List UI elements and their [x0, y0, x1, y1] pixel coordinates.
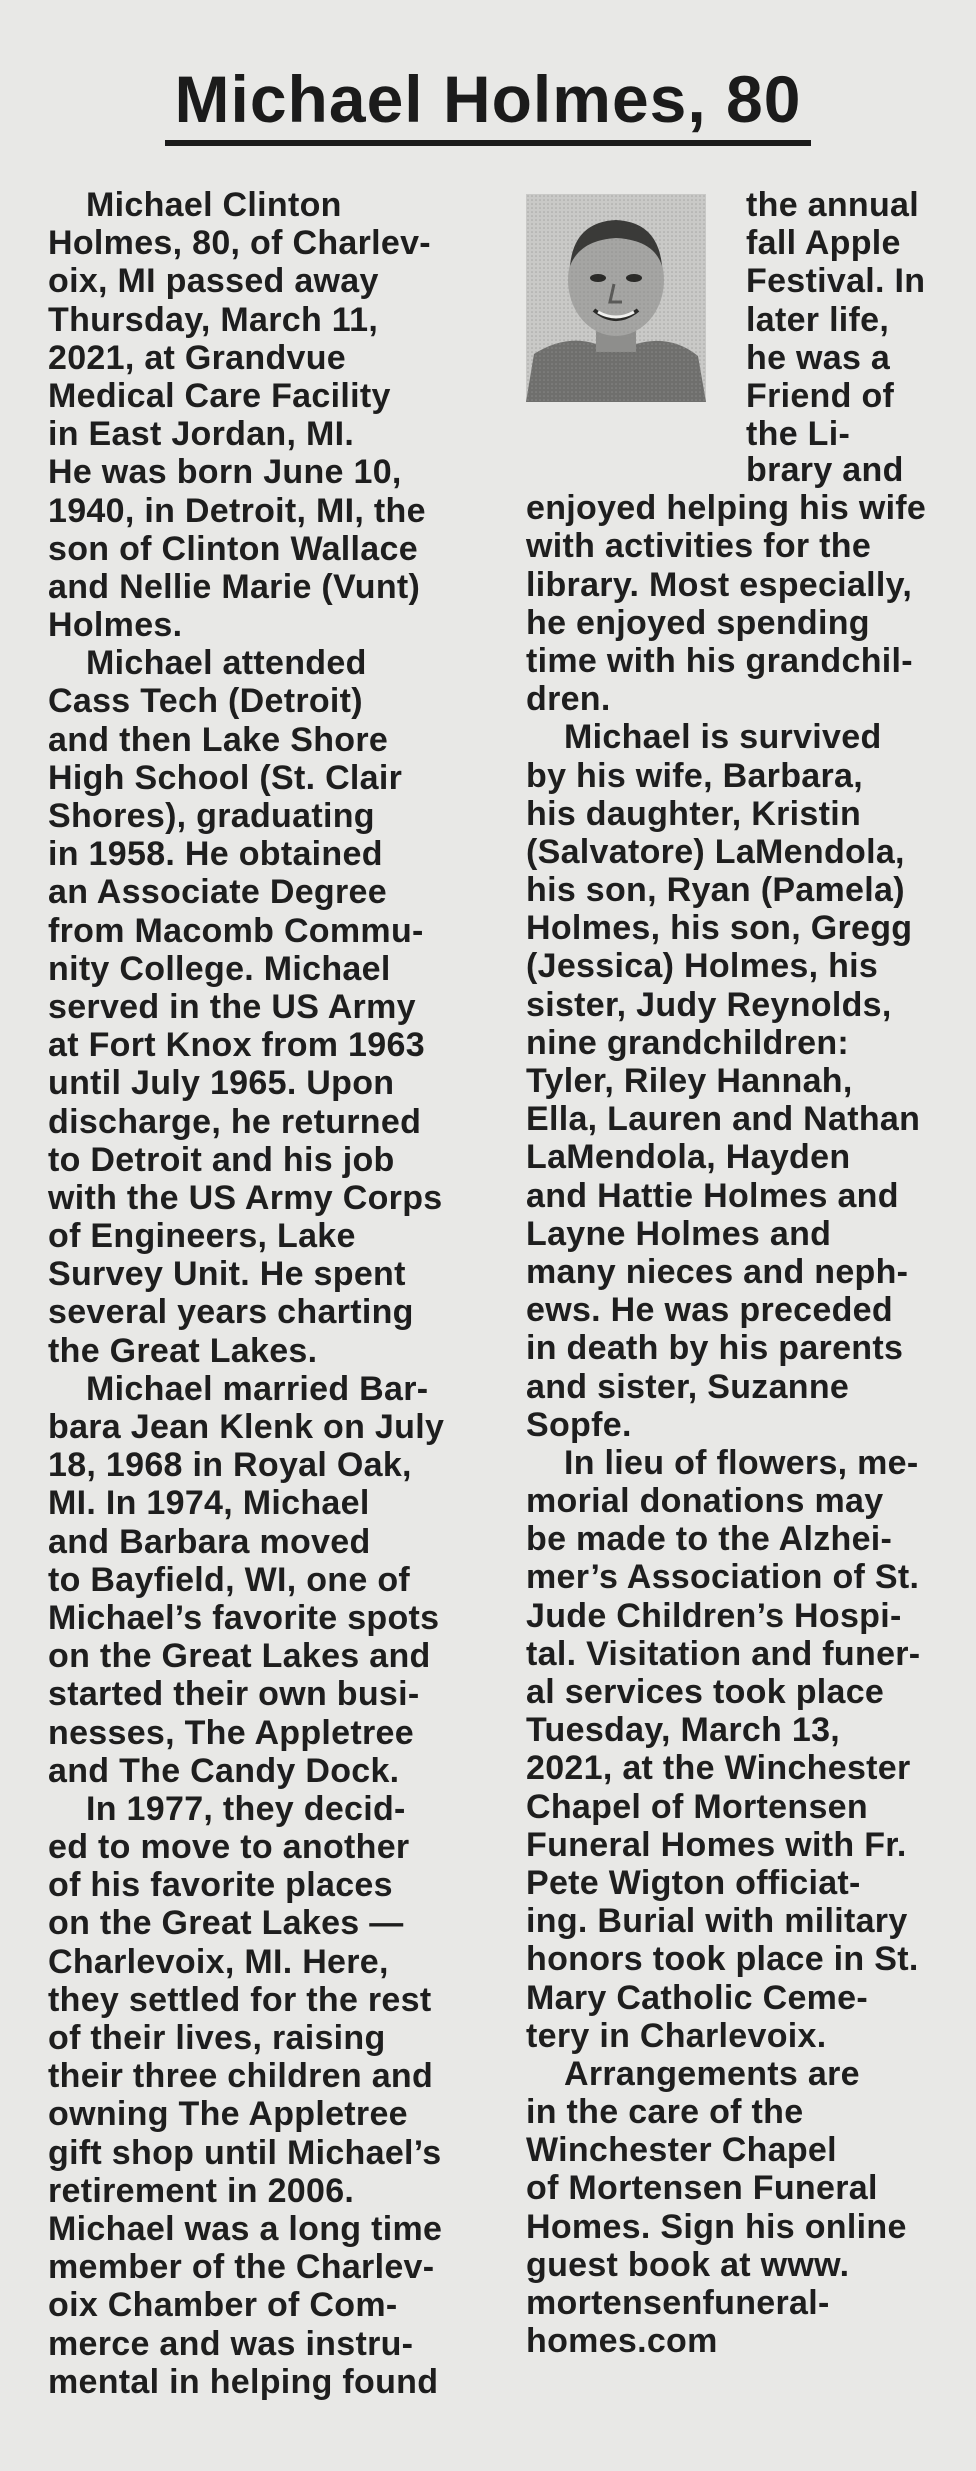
- text-line: and Hattie Holmes and: [526, 1176, 899, 1215]
- text-line: Michael’s favorite spots: [48, 1598, 440, 1637]
- text-line: In lieu of flowers, me-: [564, 1443, 919, 1482]
- text-line: Tyler, Riley Hannah,: [526, 1062, 853, 1100]
- text-line: started their own busi-: [48, 1675, 420, 1714]
- text-line: Michael married Bar-: [86, 1369, 429, 1408]
- text-line: later life,: [746, 300, 890, 339]
- text-line: tery in Charlevoix.: [526, 2016, 827, 2055]
- text-line: In 1977, they decid-: [86, 1789, 406, 1828]
- text-line: gift shop until Michael’s: [48, 2133, 442, 2172]
- obituary-column-right: [526, 451, 956, 2360]
- text-line: Mary Catholic Ceme-: [526, 1978, 869, 2017]
- text-line: morial donations may: [526, 1482, 884, 1521]
- text-line: several years charting: [48, 1293, 414, 1332]
- text-line: the Great Lakes.: [48, 1331, 318, 1370]
- text-line: mer’s Association of St.: [526, 1558, 920, 1597]
- text-line: and sister, Suzanne: [526, 1367, 850, 1406]
- text-line: Funeral Homes with Fr.: [526, 1825, 907, 1864]
- text-line: oix, MI passed away: [48, 262, 379, 301]
- text-line: guest book at www.: [526, 2245, 850, 2284]
- text-line: honors took place in St.: [526, 1940, 919, 1979]
- text-line: the Li-: [746, 415, 851, 454]
- obituary-title-text: Michael Holmes, 80: [165, 62, 812, 146]
- text-line: Friend of: [746, 376, 895, 415]
- text-line: in 1958. He obtained: [48, 835, 383, 874]
- text-line: MI. In 1974, Michael: [48, 1484, 370, 1523]
- text-line: merce and was instru-: [48, 2324, 414, 2363]
- text-line: Michael attended: [86, 644, 367, 683]
- text-line: many nieces and neph-: [526, 1252, 909, 1291]
- text-line: Layne Holmes and: [526, 1214, 832, 1253]
- text-line: they settled for the rest: [48, 1980, 432, 2019]
- text-line: Pete Wigton officiat-: [526, 1863, 861, 1902]
- text-line: 2021, at the Winchester: [526, 1749, 911, 1788]
- text-line: and then Lake Shore: [48, 720, 389, 759]
- text-line: mental in helping found: [48, 2362, 439, 2401]
- text-line: Cass Tech (Detroit): [48, 682, 363, 721]
- text-line: (Salvatore) LaMendola,: [526, 832, 905, 871]
- text-line: ed to move to another: [48, 1828, 410, 1867]
- text-line: Thursday, March 11,: [48, 300, 379, 339]
- text-line: at Fort Knox from 1963: [48, 1026, 425, 1065]
- obituary-column-left: [48, 186, 480, 2401]
- text-line: on the Great Lakes —: [48, 1904, 404, 1943]
- text-line: mortensenfuneral-: [526, 2284, 830, 2322]
- text-line: Michael is survived: [564, 718, 882, 757]
- text-line: his daughter, Kristin: [526, 794, 862, 833]
- text-line: oix Chamber of Com-: [48, 2286, 398, 2325]
- text-line: Winchester Chapel: [526, 2131, 837, 2170]
- text-line: from Macomb Commu-: [48, 911, 424, 950]
- text-line: (Jessica) Holmes, his: [526, 947, 879, 986]
- text-line: Michael Clinton: [86, 186, 342, 224]
- text-line: Arrangements are: [564, 2054, 860, 2093]
- text-line: Holmes, his son, Gregg: [526, 909, 913, 948]
- text-line: on the Great Lakes and: [48, 1637, 431, 1676]
- text-line: Medical Care Facility: [48, 376, 391, 415]
- text-line: LaMendola, Hayden: [526, 1138, 851, 1177]
- text-line: nine grandchildren:: [526, 1023, 850, 1062]
- text-line: Holmes, 80, of Charlev-: [48, 224, 431, 263]
- text-line: their three children and: [48, 2057, 434, 2096]
- text-line: with activities for the: [526, 527, 872, 566]
- text-line: Festival. In: [746, 262, 926, 301]
- text-line: in the care of the: [526, 2093, 804, 2132]
- text-line: Jude Children’s Hospi-: [526, 1596, 902, 1635]
- text-line: Tuesday, March 13,: [526, 1711, 841, 1750]
- text-line: son of Clinton Wallace: [48, 529, 418, 568]
- text-line: to Bayfield, WI, one of: [48, 1560, 411, 1599]
- text-line: Michael was a long time: [48, 2209, 443, 2248]
- text-line: until July 1965. Upon: [48, 1064, 395, 1103]
- obituary-title: [0, 62, 976, 136]
- text-line: of his favorite places: [48, 1866, 393, 1905]
- text-line: served in the US Army: [48, 987, 416, 1026]
- text-line: nesses, The Appletree: [48, 1713, 414, 1752]
- text-line: of their lives, raising: [48, 2019, 386, 2057]
- text-line: with the US Army Corps: [48, 1178, 443, 1217]
- text-line: Shores), graduating: [48, 797, 375, 835]
- text-line: sister, Judy Reynolds,: [526, 985, 892, 1024]
- obituary-column-right-top: [746, 186, 946, 453]
- text-line: Survey Unit. He spent: [48, 1255, 406, 1294]
- text-line: by his wife, Barbara,: [526, 756, 863, 795]
- text-line: library. Most especially,: [526, 565, 913, 604]
- text-line: Holmes.: [48, 606, 183, 645]
- text-line: al services took place: [526, 1673, 885, 1711]
- text-line: in death by his parents: [526, 1329, 904, 1368]
- text-line: and The Candy Dock.: [48, 1751, 400, 1790]
- text-line: he was a: [746, 338, 891, 377]
- text-line: 2021, at Grandvue: [48, 338, 347, 377]
- text-line: tal. Visitation and funer-: [526, 1634, 921, 1673]
- text-line: in East Jordan, MI.: [48, 415, 355, 454]
- text-line: be made to the Alzhei-: [526, 1520, 893, 1559]
- text-line: dren.: [526, 680, 611, 719]
- text-line: time with his grandchil-: [526, 641, 913, 680]
- text-line: the annual: [746, 186, 920, 224]
- text-line: brary and: [746, 451, 904, 489]
- text-line: bara Jean Klenk on July: [48, 1408, 445, 1446]
- text-line: his son, Ryan (Pamela): [526, 871, 905, 910]
- text-line: Ella, Lauren and Nathan: [526, 1100, 921, 1139]
- portrait-photo-image: [526, 194, 706, 402]
- text-line: an Associate Degree: [48, 873, 387, 912]
- text-line: 18, 1968 in Royal Oak,: [48, 1446, 412, 1485]
- text-line: of Engineers, Lake: [48, 1217, 356, 1256]
- text-line: homes.com: [526, 2322, 718, 2361]
- text-line: ews. He was preceded: [526, 1291, 893, 1330]
- text-line: ing. Burial with military: [526, 1902, 908, 1941]
- text-line: Sopfe.: [526, 1405, 632, 1444]
- text-line: He was born June 10,: [48, 453, 402, 492]
- text-line: retirement in 2006.: [48, 2171, 355, 2210]
- text-line: and Nellie Marie (Vunt): [48, 567, 421, 606]
- text-line: Chapel of Mortensen: [526, 1787, 868, 1826]
- text-line: 1940, in Detroit, MI, the: [48, 491, 426, 530]
- text-line: of Mortensen Funeral: [526, 2169, 878, 2208]
- text-line: High School (St. Clair: [48, 758, 403, 797]
- text-line: nity College. Michael: [48, 949, 391, 988]
- text-line: to Detroit and his job: [48, 1140, 395, 1179]
- text-line: and Barbara moved: [48, 1522, 371, 1561]
- text-line: he enjoyed spending: [526, 603, 870, 642]
- portrait-photo: [526, 194, 706, 402]
- text-line: member of the Charlev-: [48, 2248, 435, 2287]
- text-line: Charlevoix, MI. Here,: [48, 1942, 389, 1981]
- text-line: Homes. Sign his online: [526, 2207, 907, 2246]
- text-line: enjoyed helping his wife: [526, 489, 927, 528]
- text-line: discharge, he returned: [48, 1102, 422, 1141]
- text-line: owning The Appletree: [48, 2095, 408, 2134]
- text-line: fall Apple: [746, 224, 901, 263]
